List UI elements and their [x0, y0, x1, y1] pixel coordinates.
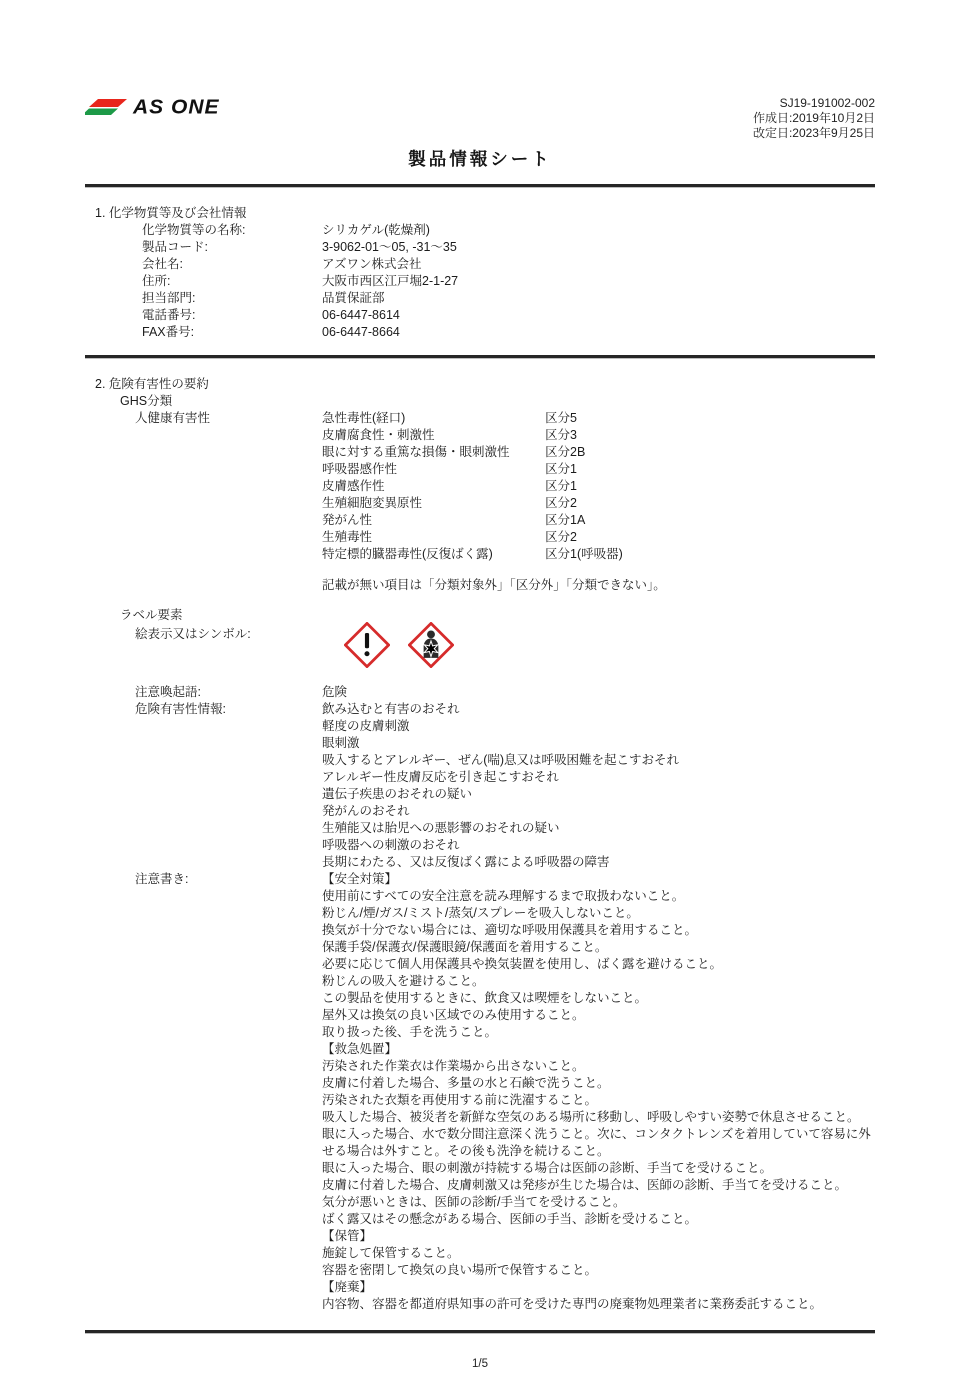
- precaution-statement: 皮膚に付着した場合、皮膚刺激又は発疹が生じた場合は、医師の診断、手当てを受けること。: [322, 1178, 848, 1192]
- precautions-row: [85, 871, 875, 1313]
- document-number: SJ19-191002-002: [779, 96, 875, 110]
- hazard-classification-row: [322, 529, 875, 546]
- as-one-flag-icon: [85, 96, 127, 118]
- pictogram-label: 絵表示又はシンボル:: [135, 627, 251, 641]
- precaution-statement: 皮膚に付着した場合、多量の水と石鹸で洗うこと。: [322, 1076, 610, 1090]
- info-row-value: アズワン株式会社: [322, 257, 422, 271]
- signal-word-row: [85, 684, 875, 701]
- ghs-classification-heading: GHS分類: [120, 394, 173, 408]
- hazard-class-name: 皮膚感作性: [322, 479, 385, 493]
- precaution-statement: 内容物、容器を都道府県知事の許可を受けた専門の廃棄物処理業者に業務委託すること。: [322, 1297, 823, 1311]
- ghs08-health-hazard-icon: [408, 622, 454, 668]
- precaution-statement: 吸入した場合、被災者を新鮮な空気のある場所に移動し、呼吸しやすい姿勢で休息させること。: [322, 1110, 860, 1124]
- as-one-logo-text: AS ONE: [133, 96, 220, 118]
- hazard-category: 区分1: [545, 479, 577, 493]
- info-row-value: 06-6447-8614: [322, 308, 400, 322]
- info-row-label: 製品コード:: [142, 240, 208, 254]
- page-number: 1/5: [472, 1358, 488, 1370]
- page-title: 製品情報シート: [408, 149, 552, 169]
- hazard-class-name: 発がん性: [322, 513, 373, 527]
- hazard-class-name: 生殖毒性: [322, 530, 373, 544]
- signal-word-label: 注意喚起語:: [135, 685, 201, 699]
- info-row: [85, 307, 875, 324]
- info-row-value: 大阪市西区江戸堀2-1-27: [322, 274, 459, 288]
- info-row-label: 電話番号:: [142, 308, 196, 322]
- hazard-statement: 呼吸器への刺激のおそれ: [322, 838, 460, 852]
- info-row: [85, 273, 875, 290]
- hazard-classification-row: [322, 546, 875, 563]
- info-row: [85, 239, 875, 256]
- precaution-statement: 取り扱った後、手を洗うこと。: [322, 1025, 498, 1039]
- precaution-statement: 【安全対策】: [322, 872, 398, 886]
- hazard-class-name: 特定標的臓器毒性(反復ばく露): [322, 547, 493, 561]
- label-elements-heading: ラベル要素: [120, 608, 183, 622]
- info-row: [85, 222, 875, 239]
- hazard-statement: 生殖能又は胎児への悪影響のおそれの疑い: [322, 821, 560, 835]
- document-meta: [753, 96, 875, 141]
- info-row: [85, 324, 875, 341]
- hazard-category: 区分1A: [545, 513, 586, 527]
- hazard-classification-row: [322, 478, 875, 495]
- info-row: [85, 256, 875, 273]
- hazard-category: 区分2B: [545, 445, 586, 459]
- hazard-class-name: 皮膚腐食性・刺激性: [322, 428, 435, 442]
- precaution-statement: 粉じんの吸入を避けること。: [322, 974, 485, 988]
- precaution-statement: 換気が十分でない場合には、適切な呼吸用保護具を着用すること。: [322, 923, 698, 937]
- precaution-statement: 施錠して保管すること。: [322, 1246, 460, 1260]
- revised-date: 改定日:2023年9月25日: [752, 126, 875, 140]
- health-hazard-block: [85, 410, 875, 563]
- precaution-statement: 眼に入った場合、水で数分間注意深く洗うこと。次に、コンタクトレンズを着用していて容易に外せる場合は外すこと。その後も洗浄を続けること。: [322, 1127, 871, 1158]
- hazard-statement: 長期にわたる、又は反復ばく露による呼吸器の障害: [322, 855, 610, 869]
- precaution-statement: 屋外又は換気の良い区域でのみ使用すること。: [322, 1008, 585, 1022]
- hazard-classification-row: [322, 444, 875, 461]
- hazard-class-name: 眼に対する重篤な損傷・眼刺激性: [322, 445, 510, 459]
- precautions-list: [322, 871, 875, 1313]
- hazard-statement: 眼刺激: [322, 736, 360, 750]
- divider-bottom: [85, 1330, 875, 1334]
- pictogram-row: [85, 626, 875, 674]
- precaution-statement: 【保管】: [322, 1229, 373, 1243]
- ghs07-exclamation-mark-icon: [344, 622, 390, 668]
- hazard-category: 区分2: [545, 496, 577, 510]
- precaution-statement: 使用前にすべての安全注意を読み理解するまで取扱わないこと。: [322, 889, 685, 903]
- product-info-sheet-page: [85, 0, 875, 1373]
- hazard-classification-row: [322, 495, 875, 512]
- hazard-class-name: 生殖細胞変異原性: [322, 496, 423, 510]
- hazard-classification-table: [85, 410, 875, 563]
- company-info-rows: [85, 222, 875, 341]
- info-row-label: FAX番号:: [142, 325, 195, 339]
- info-row: [85, 290, 875, 307]
- precaution-statement: この製品を使用するときに、飲食又は喫煙をしないこと。: [322, 991, 648, 1005]
- hazard-classification-row: [322, 410, 875, 427]
- signal-word-value: 危険: [322, 685, 348, 699]
- hazard-statement: 軽度の皮膚刺激: [322, 719, 410, 733]
- classification-note: 記載が無い項目は「分類対象外」「区分外」「分類できない」。: [322, 578, 666, 592]
- hazard-statements-label: 危険有害性情報:: [135, 702, 226, 716]
- hazard-category: 区分1: [545, 462, 577, 476]
- info-row-label: 会社名:: [142, 257, 183, 271]
- divider-top: [85, 184, 875, 188]
- precaution-statement: 気分が悪いときは、医師の診断/手当てを受けること。: [322, 1195, 626, 1209]
- section1-heading: 1. 化学物質等及び会社情報: [95, 206, 247, 220]
- divider-section1: [85, 355, 875, 359]
- info-row-value: 品質保証部: [322, 291, 385, 305]
- created-date: 作成日:2019年10月2日: [752, 111, 875, 125]
- ghs-pictograms: [322, 622, 875, 674]
- hazard-class-name: 呼吸器感作性: [322, 462, 398, 476]
- precaution-statement: 容器を密閉して換気の良い場所で保管すること。: [322, 1263, 598, 1277]
- precautions-label: 注意書き:: [135, 872, 189, 886]
- precaution-statement: 保護手袋/保護衣/保護眼鏡/保護面を着用すること。: [322, 940, 608, 954]
- precaution-statement: 汚染された作業衣は作業場から出さないこと。: [322, 1059, 585, 1073]
- page-header: [85, 96, 875, 141]
- precaution-statement: 粉じん/煙/ガス/ミスト/蒸気/スプレーを吸入しないこと。: [322, 906, 639, 920]
- health-hazard-label: 人健康有害性: [135, 411, 211, 425]
- info-row-label: 住所:: [142, 274, 171, 288]
- hazard-statements-list: [322, 701, 875, 871]
- hazard-statement: 飲み込むと有害のおそれ: [322, 702, 460, 716]
- precaution-statement: 眼に入った場合、眼の刺激が持続する場合は医師の診断、手当てを受けること。: [322, 1161, 773, 1175]
- hazard-category: 区分5: [545, 411, 577, 425]
- hazard-statement: 遺伝子疾患のおそれの疑い: [322, 787, 473, 801]
- precaution-statement: 必要に応じて個人用保護具や換気装置を使用し、ばく露を避けること。: [322, 957, 723, 971]
- precaution-statement: 【救急処置】: [322, 1042, 398, 1056]
- precaution-statement: 汚染された衣類を再使用する前に洗濯すること。: [322, 1093, 598, 1107]
- hazard-statement: アレルギー性皮膚反応を引き起こすおそれ: [322, 770, 559, 784]
- info-row-label: 化学物質等の名称:: [142, 223, 246, 237]
- hazard-category: 区分1(呼吸器): [545, 547, 623, 561]
- precaution-statement: ばく露又はその懸念がある場合、医師の手当、診断を受けること。: [322, 1212, 698, 1226]
- info-row-value: 3-9062-01～05, -31～35: [322, 240, 457, 254]
- hazard-category: 区分2: [545, 530, 577, 544]
- hazard-class-name: 急性毒性(経口): [322, 411, 406, 425]
- info-row-value: シリカゲル(乾燥剤): [322, 223, 430, 237]
- hazard-category: 区分3: [545, 428, 577, 442]
- hazard-classification-row: [322, 427, 875, 444]
- hazard-classification-row: [322, 512, 875, 529]
- info-row-value: 06-6447-8664: [322, 325, 400, 339]
- info-row-label: 担当部門:: [142, 291, 196, 305]
- hazard-classification-row: [322, 461, 875, 478]
- section2-heading: 2. 危険有害性の要約: [95, 377, 209, 391]
- hazard-statement: 吸入するとアレルギー、ぜん(喘)息又は呼吸困難を起こすおそれ: [322, 753, 680, 767]
- hazard-statements-row: [85, 701, 875, 871]
- precaution-statement: 【廃棄】: [322, 1280, 373, 1294]
- as-one-logo: [85, 96, 220, 118]
- hazard-statement: 発がんのおそれ: [322, 804, 410, 818]
